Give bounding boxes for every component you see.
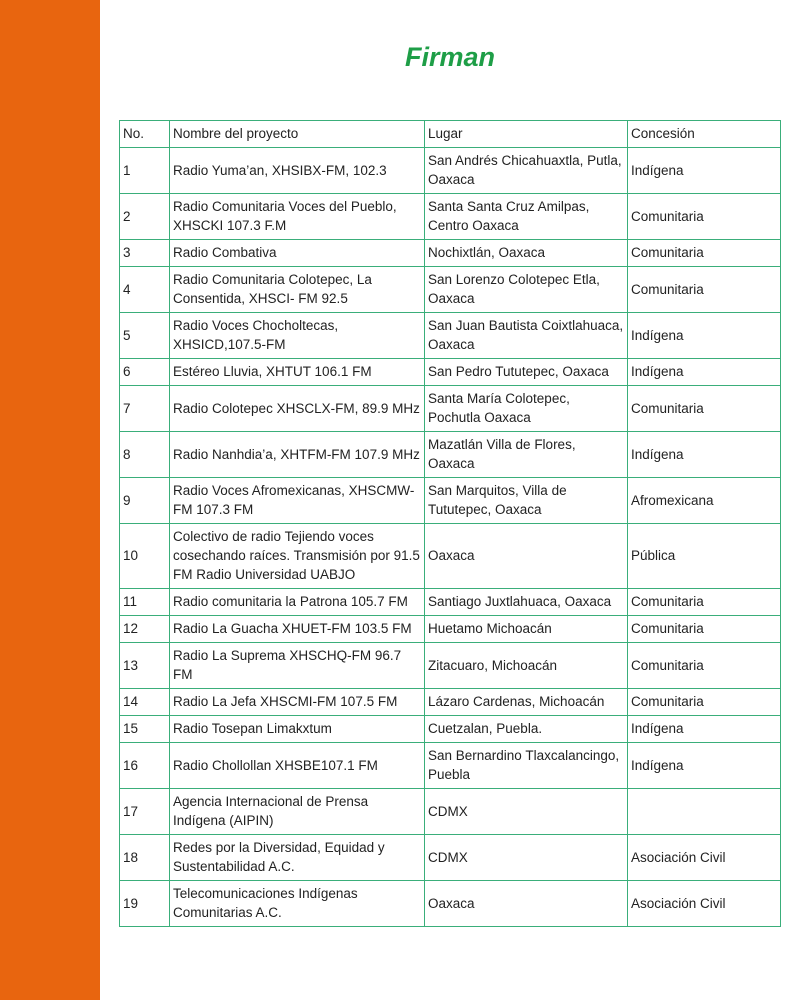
table-row <box>120 835 781 881</box>
cell-concession: Comunitaria <box>628 589 781 616</box>
cell-concession: Indígena <box>628 359 781 386</box>
table-header-row <box>120 121 781 148</box>
table-row <box>120 589 781 616</box>
table-row <box>120 267 781 313</box>
header-place: Lugar <box>425 121 628 148</box>
cell-place: San Pedro Tututepec, Oaxaca <box>425 359 628 386</box>
cell-place: Huetamo Michoacán <box>425 616 628 643</box>
header-name: Nombre del proyecto <box>170 121 425 148</box>
table-body <box>120 148 781 927</box>
page-title: Firman <box>404 42 496 72</box>
cell-no: 18 <box>120 835 170 881</box>
table-row <box>120 240 781 267</box>
cell-place: San Lorenzo Colotepec Etla, Oaxaca <box>425 267 628 313</box>
cell-name: Radio La Guacha XHUET-FM 103.5 FM <box>170 616 425 643</box>
cell-place: CDMX <box>425 835 628 881</box>
table-row <box>120 716 781 743</box>
cell-no: 8 <box>120 432 170 478</box>
cell-no: 14 <box>120 689 170 716</box>
cell-place: Zitacuaro, Michoacán <box>425 643 628 689</box>
cell-place: Oaxaca <box>425 524 628 589</box>
cell-no: 12 <box>120 616 170 643</box>
cell-no: 11 <box>120 589 170 616</box>
header-concession: Concesión <box>628 121 781 148</box>
cell-name: Radio Yuma’an, XHSIBX-FM, 102.3 <box>170 148 425 194</box>
cell-concession: Asociación Civil <box>628 835 781 881</box>
cell-name: Agencia Internacional de Prensa Indígena (AIPIN) <box>170 789 425 835</box>
header-no: No. <box>120 121 170 148</box>
cell-concession: Comunitaria <box>628 643 781 689</box>
cell-name: Radio Colotepec XHSCLX-FM, 89.9 MHz <box>170 386 425 432</box>
cell-name: Radio comunitaria la Patrona 105.7 FM <box>170 589 425 616</box>
cell-name: Radio Comunitaria Voces del Pueblo, XHSCKI 107.3 F.M <box>170 194 425 240</box>
table-row <box>120 789 781 835</box>
cell-concession: Comunitaria <box>628 267 781 313</box>
cell-concession: Indígena <box>628 743 781 789</box>
cell-concession: Indígena <box>628 148 781 194</box>
cell-name: Radio Voces Afromexicanas, XHSCMW-FM 107.3 FM <box>170 478 425 524</box>
cell-concession: Pública <box>628 524 781 589</box>
cell-no: 7 <box>120 386 170 432</box>
cell-concession: Comunitaria <box>628 616 781 643</box>
cell-name: Estéreo Lluvia, XHTUT 106.1 FM <box>170 359 425 386</box>
table-row <box>120 616 781 643</box>
cell-no: 3 <box>120 240 170 267</box>
cell-name: Redes por la Diversidad, Equidad y Sustentabilidad A.C. <box>170 835 425 881</box>
cell-concession: Comunitaria <box>628 386 781 432</box>
cell-name: Radio Voces Chocholtecas, XHSICD,107.5-FM <box>170 313 425 359</box>
cell-name: Telecomunicaciones Indígenas Comunitarias A.C. <box>170 881 425 927</box>
cell-no: 2 <box>120 194 170 240</box>
cell-concession: Indígena <box>628 313 781 359</box>
cell-name: Radio Comunitaria Colotepec, La Consentida, XHSCI- FM 92.5 <box>170 267 425 313</box>
table-row <box>120 743 781 789</box>
cell-name: Radio Chollollan XHSBE107.1 FM <box>170 743 425 789</box>
cell-place: Cuetzalan, Puebla. <box>425 716 628 743</box>
table-row <box>120 432 781 478</box>
table-row <box>120 194 781 240</box>
cell-concession <box>628 789 781 835</box>
table-row <box>120 386 781 432</box>
cell-place: CDMX <box>425 789 628 835</box>
cell-place: San Bernardino Tlaxcalancingo, Puebla <box>425 743 628 789</box>
cell-place: Lázaro Cardenas, Michoacán <box>425 689 628 716</box>
cell-place: San Juan Bautista Coixtlahuaca, Oaxaca <box>425 313 628 359</box>
cell-name: Radio La Suprema XHSCHQ-FM 96.7 FM <box>170 643 425 689</box>
table-row <box>120 148 781 194</box>
cell-no: 10 <box>120 524 170 589</box>
cell-no: 19 <box>120 881 170 927</box>
cell-place: Santa María Colotepec, Pochutla Oaxaca <box>425 386 628 432</box>
cell-concession: Comunitaria <box>628 194 781 240</box>
cell-place: San Marquitos, Villa de Tututepec, Oaxaca <box>425 478 628 524</box>
cell-no: 1 <box>120 148 170 194</box>
cell-place: San Andrés Chicahuaxtla, Putla, Oaxaca <box>425 148 628 194</box>
signatories-table <box>119 120 781 927</box>
cell-place: Mazatlán Villa de Flores, Oaxaca <box>425 432 628 478</box>
cell-place: Nochixtlán, Oaxaca <box>425 240 628 267</box>
cell-no: 6 <box>120 359 170 386</box>
cell-no: 9 <box>120 478 170 524</box>
cell-place: Santiago Juxtlahuaca, Oaxaca <box>425 589 628 616</box>
cell-name: Radio Tosepan Limakxtum <box>170 716 425 743</box>
cell-name: Colectivo de radio Tejiendo voces cosechando raíces. Transmisión por 91.5 FM Radio Universidad UABJO <box>170 524 425 589</box>
orange-side-bar <box>0 0 100 1000</box>
cell-no: 4 <box>120 267 170 313</box>
cell-name: Radio Combativa <box>170 240 425 267</box>
cell-concession: Indígena <box>628 716 781 743</box>
cell-no: 13 <box>120 643 170 689</box>
cell-no: 16 <box>120 743 170 789</box>
cell-concession: Comunitaria <box>628 689 781 716</box>
table-row <box>120 689 781 716</box>
table-row <box>120 881 781 927</box>
table-row <box>120 524 781 589</box>
cell-concession: Comunitaria <box>628 240 781 267</box>
cell-concession: Afromexicana <box>628 478 781 524</box>
table-row <box>120 478 781 524</box>
table-row <box>120 313 781 359</box>
cell-place: Oaxaca <box>425 881 628 927</box>
cell-no: 15 <box>120 716 170 743</box>
cell-no: 17 <box>120 789 170 835</box>
cell-place: Santa Santa Cruz Amilpas, Centro Oaxaca <box>425 194 628 240</box>
cell-name: Radio La Jefa XHSCMI-FM 107.5 FM <box>170 689 425 716</box>
table-row <box>120 643 781 689</box>
cell-concession: Indígena <box>628 432 781 478</box>
cell-name: Radio Nanhdia’a, XHTFM-FM 107.9 MHz <box>170 432 425 478</box>
table-row <box>120 359 781 386</box>
cell-concession: Asociación Civil <box>628 881 781 927</box>
cell-no: 5 <box>120 313 170 359</box>
